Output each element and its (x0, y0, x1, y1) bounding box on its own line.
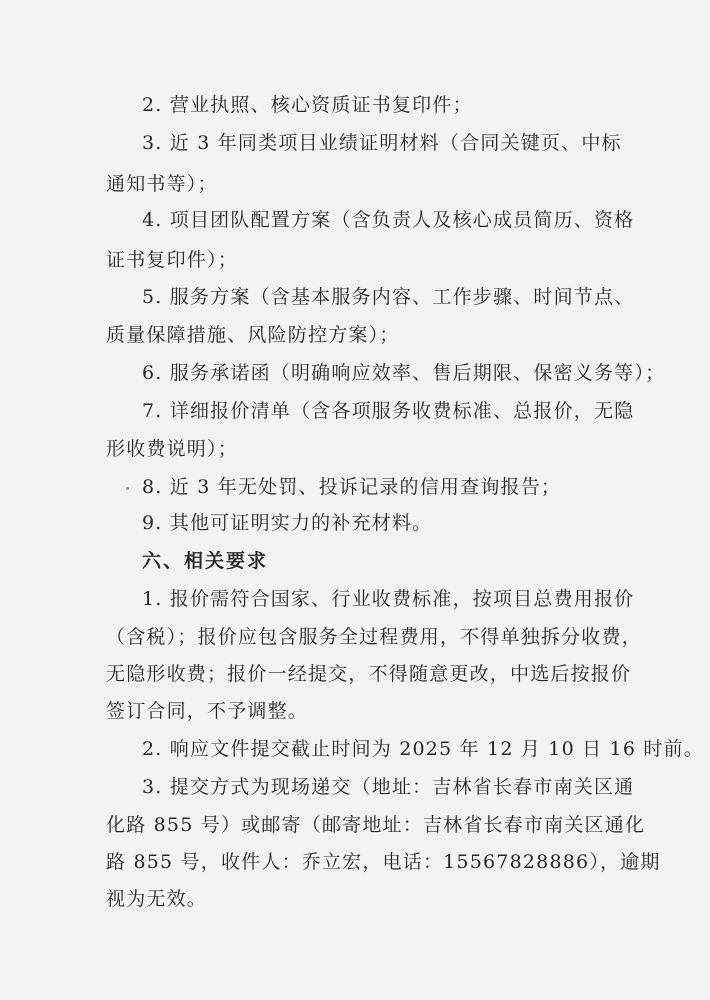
req-1-line1: 1. 报价需符合国家、行业收费标准，按项目总费用报价 (142, 588, 635, 610)
item-5-line1: 5. 服务方案（含基本服务内容、工作步骤、时间节点、 (142, 286, 635, 308)
scan-speck (126, 487, 129, 490)
item-6: 6. 服务承诺函（明确响应效率、售后期限、保密义务等）； (142, 362, 666, 384)
req-3-line2: 化路 855 号）或邮寄（邮寄地址：吉林省长春市南关区通化 (106, 814, 646, 836)
req-3-line1: 3. 提交方式为现场递交（地址：吉林省长春市南关区通 (142, 776, 635, 798)
req-3-line3: 路 855 号，收件人：乔立宏，电话：15567828886），逾期 (106, 851, 661, 873)
req-1-line3: 无隐形收费；报价一经提交，不得随意更改，中选后按报价 (106, 663, 632, 685)
item-5-line2: 质量保障措施、风险防控方案）； (106, 324, 400, 346)
req-3-line4: 视为无效。 (106, 888, 208, 910)
item-4-line2: 证书复印件）； (106, 249, 238, 271)
item-8: 8. 近 3 年无处罚、投诉记录的信用查询报告； (142, 476, 562, 498)
req-1-line4: 签订合同，不予调整。 (106, 700, 309, 722)
item-3-line2: 通知书等）； (106, 173, 218, 195)
item-7-line2: 形收费说明）； (106, 438, 238, 460)
item-7-line1: 7. 详细报价清单（含各项服务收费标准、总报价，无隐 (142, 400, 635, 422)
item-4-line1: 4. 项目团队配置方案（含负责人及核心成员简历、资格 (142, 209, 635, 231)
item-3-line1: 3. 近 3 年同类项目业绩证明材料（合同关键页、中标 (142, 132, 622, 154)
req-2: 2. 响应文件提交截止时间为 2025 年 12 月 10 日 16 时前。 (142, 738, 704, 760)
item-9: 9. 其他可证明实力的补充材料。 (142, 512, 433, 534)
item-2: 2. 营业执照、核心资质证书复印件； (142, 94, 473, 116)
req-1-line2: （含税）；报价应包含服务全过程费用，不得单独拆分收费， (106, 626, 642, 648)
section-heading: 六、相关要求 (142, 550, 269, 572)
